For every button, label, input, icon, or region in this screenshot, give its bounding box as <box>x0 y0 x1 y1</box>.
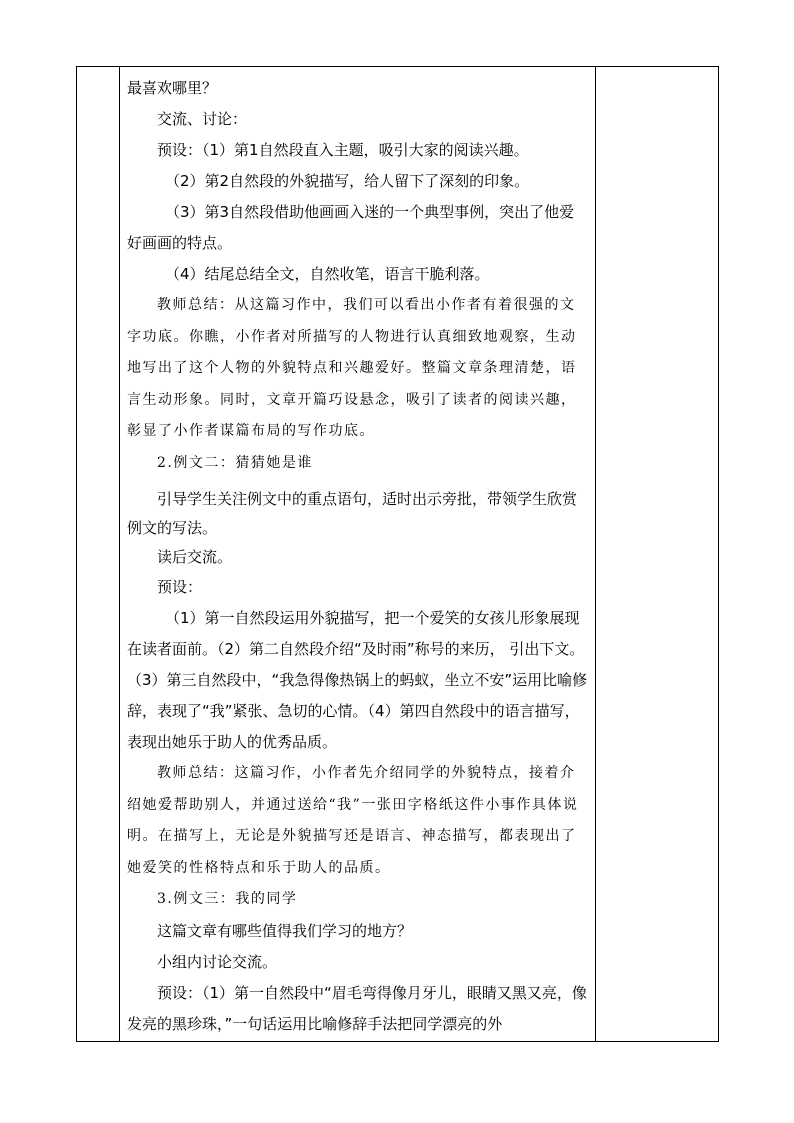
paragraph: 预设： <box>157 578 203 596</box>
paragraph: （1）第一自然段运用外貌描写，把一个爱笑的女孩儿形象展现在读者面前。（2）第二自然段介绍“及时雨”称号的来历， 引出下文。（3）第三自然段中，“我急得像热锅上的蚂蚁，坐立不安”运用比喻修辞，表现了“我”紧张、急切的心情。（4）第四自然段中的语言描写，表现出她乐于助人的优秀品质。 <box>127 609 588 751</box>
paragraph: 预设：（1）第一自然段中“眉毛弯得像月牙儿，眼睛又黑又亮，像发亮的黑珍珠，”一句话运用比喻修辞手法把同学漂亮的外 <box>127 983 587 1033</box>
teacher-summary: 教师总结：这篇习作，小作者先介绍同学的外貌特点，接着介绍她爱帮助别人，并通过送给“我”一张田字格纸这件小事作具体说明。在描写上，无论是外貌描写还是语言、神态描写，都表现出了她爱笑的性格特点和乐于助人的品质。 <box>127 765 579 876</box>
paragraph: 引导学生关注例文中的重点语句，适时出示旁批，带领学生欣赏例文的写法。 <box>127 490 578 537</box>
paragraph: （2）第2自然段的外貌描写，给人留下了深刻的印象。 <box>165 172 530 190</box>
content-body <box>120 67 595 1040</box>
section-heading: 3.例文三：我的同学 <box>157 891 298 907</box>
paragraph: 最喜欢哪里？ <box>127 79 218 97</box>
right-column-cell <box>596 67 719 1042</box>
paragraph: 这篇文章有哪些值得我们学习的地方？ <box>157 921 413 940</box>
paragraph: （3）第3自然段借助他画画入迷的一个典型事例，突出了他爱好画画的特点。 <box>127 203 575 252</box>
paragraph: 交流、讨论： <box>157 110 248 128</box>
paragraph: 读后交流。 <box>157 548 233 566</box>
left-column-cell <box>77 67 120 1042</box>
lesson-table <box>76 66 719 1042</box>
paragraph: 预设：（1）第1自然段直入主题，吸引大家的阅读兴趣。 <box>157 141 529 159</box>
content-cell <box>120 67 596 1042</box>
teacher-summary: 教师总结：从这篇习作中，我们可以看出小作者有着很强的文字功底。你瞧，小作者对所描写的人物进行认真细致地观察，生动地写出了这个人物的外貌特点和兴趣爱好。整篇文章条理清楚，语言生动形象。同时，文章开篇巧设悬念，吸引了读者的阅读兴趣，彰显了小作者谋篇布局的写作功底。 <box>127 297 577 439</box>
paragraph: 小组内讨论交流。 <box>157 952 278 971</box>
section-heading: 2.例文二：猜猜她是谁 <box>157 454 313 471</box>
paragraph: （4）结尾总结全文，自然收笔，语言干脆利落。 <box>165 265 490 283</box>
